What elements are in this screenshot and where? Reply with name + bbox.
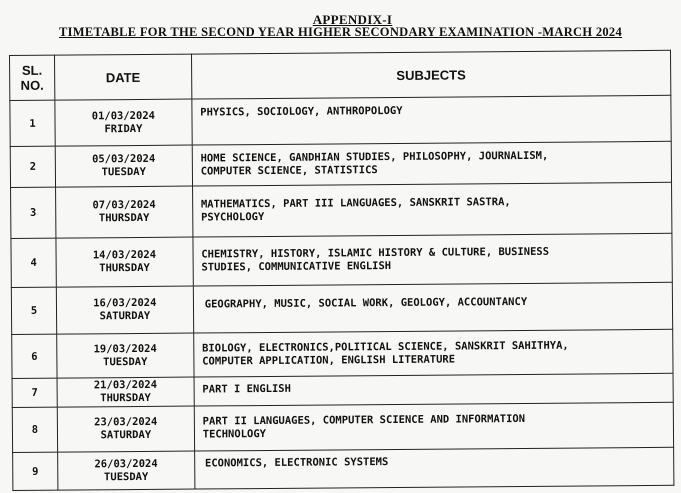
- row-day: THURSDAY: [100, 391, 151, 405]
- table-row: [11, 233, 672, 287]
- row-day: SATURDAY: [100, 428, 152, 442]
- row-sl-no: 8: [12, 407, 57, 452]
- row-sl-no: 1: [10, 100, 55, 146]
- row-subjects: [192, 141, 672, 186]
- row-subjects: [193, 233, 673, 286]
- row-day: FRIDAY: [104, 122, 143, 135]
- row-sl-no: 4: [11, 238, 56, 287]
- row-subjects: [193, 282, 673, 333]
- row-subjects-line2: PSYCHOLOGY: [201, 211, 265, 224]
- row-subjects: [193, 329, 673, 377]
- row-subjects-line1: PHYSICS, SOCIOLOGY, ANTHROPOLOGY: [200, 104, 403, 118]
- row-date: 05/03/2024: [92, 152, 156, 166]
- row-subjects-line1: BIOLOGY, ELECTRONICS,POLITICAL SCIENCE, SANSKRIT SAHITHYA,: [202, 339, 569, 354]
- table-row: [12, 329, 673, 378]
- row-date-cell: [56, 286, 193, 334]
- date-header: DATE: [54, 54, 191, 100]
- row-sl-no: 2: [10, 146, 55, 187]
- row-sl-no: 7: [12, 378, 57, 407]
- timetable-title: TIMETABLE FOR THE SECOND YEAR HIGHER SECONDARY EXAMINATION -MARCH 2024: [58, 25, 623, 39]
- table-row: [11, 182, 672, 238]
- row-subjects-line1: GEOGRAPHY, MUSIC, SOCIAL WORK, GEOLOGY, ACCOUNTANCY: [204, 295, 528, 310]
- row-sl-no: 5: [11, 287, 56, 334]
- subjects-header: SUBJECTS: [191, 50, 671, 99]
- row-date: 14/03/2024: [92, 248, 157, 262]
- row-subjects-line2: STUDIES, COMMUNICATIVE ENGLISH: [201, 260, 392, 274]
- table-header-row: [10, 50, 671, 100]
- row-date-cell: [57, 333, 194, 378]
- row-subjects: [192, 95, 672, 145]
- table-row: [12, 402, 673, 452]
- row-day: TUESDAY: [101, 165, 146, 179]
- row-subjects-line1: PART II LANGUAGES, COMPUTER SCIENCE AND INFORMATION: [202, 412, 526, 428]
- row-day: TUESDAY: [103, 355, 148, 368]
- row-date: 19/03/2024: [93, 342, 157, 355]
- row-subjects-line2: COMPUTER SCIENCE, STATISTICS: [200, 164, 378, 178]
- row-subjects-line1: CHEMISTRY, HISTORY, ISLAMIC HISTORY & CULTURE, BUSINESS: [201, 245, 550, 261]
- row-subjects-line1: PART I ENGLISH: [202, 382, 291, 395]
- row-day: THURSDAY: [99, 261, 150, 275]
- row-day: TUESDAY: [103, 470, 149, 483]
- row-date-cell: [57, 406, 194, 452]
- row-date: 07/03/2024: [92, 198, 156, 212]
- appendix-heading: APPENDIX-I: [312, 12, 393, 27]
- row-subjects-line1: ECONOMICS, ELECTRONIC SYSTEMS: [204, 456, 389, 470]
- row-date-cell: [55, 99, 192, 146]
- row-date: 26/03/2024: [94, 457, 158, 470]
- row-day: THURSDAY: [98, 211, 150, 225]
- sl-header-line1: SL.: [21, 62, 43, 78]
- row-date-cell: [55, 186, 192, 238]
- sl-header-line2: NO.: [20, 77, 44, 93]
- row-subjects: [194, 373, 673, 406]
- row-date-cell: [56, 237, 193, 287]
- row-date: 16/03/2024: [93, 296, 157, 310]
- table-row: [13, 447, 674, 490]
- row-subjects-line1: HOME SCIENCE, GANDHIAN STUDIES, PHILOSOPHY, JOURNALISM,: [200, 149, 549, 165]
- row-sl-no: 3: [11, 187, 56, 238]
- row-date: 23/03/2024: [94, 415, 158, 429]
- table-row: [10, 141, 671, 187]
- table-row: [10, 95, 671, 146]
- row-date: 21/03/2024: [93, 378, 158, 392]
- row-subjects: [194, 402, 674, 451]
- row-sl-no: 6: [12, 334, 57, 378]
- row-subjects-line2: COMPUTER APPLICATION, ENGLISH LITERATURE: [202, 353, 456, 367]
- row-subjects: [194, 447, 674, 489]
- row-subjects-line2: TECHNOLOGY: [202, 427, 267, 441]
- row-date: 01/03/2024: [91, 109, 155, 122]
- row-date-cell: [55, 145, 192, 187]
- row-date-cell: [57, 377, 194, 407]
- sl-no-header: [10, 55, 55, 100]
- table-row: [11, 282, 672, 334]
- row-day: SATURDAY: [99, 309, 151, 323]
- row-subjects-line1: MATHEMATICS, PART III LANGUAGES, SANSKRIT SASTRA,: [200, 196, 511, 211]
- row-subjects: [192, 182, 672, 237]
- exam-timetable: [9, 50, 674, 491]
- row-date-cell: [58, 451, 195, 490]
- row-sl-no: 9: [13, 452, 58, 490]
